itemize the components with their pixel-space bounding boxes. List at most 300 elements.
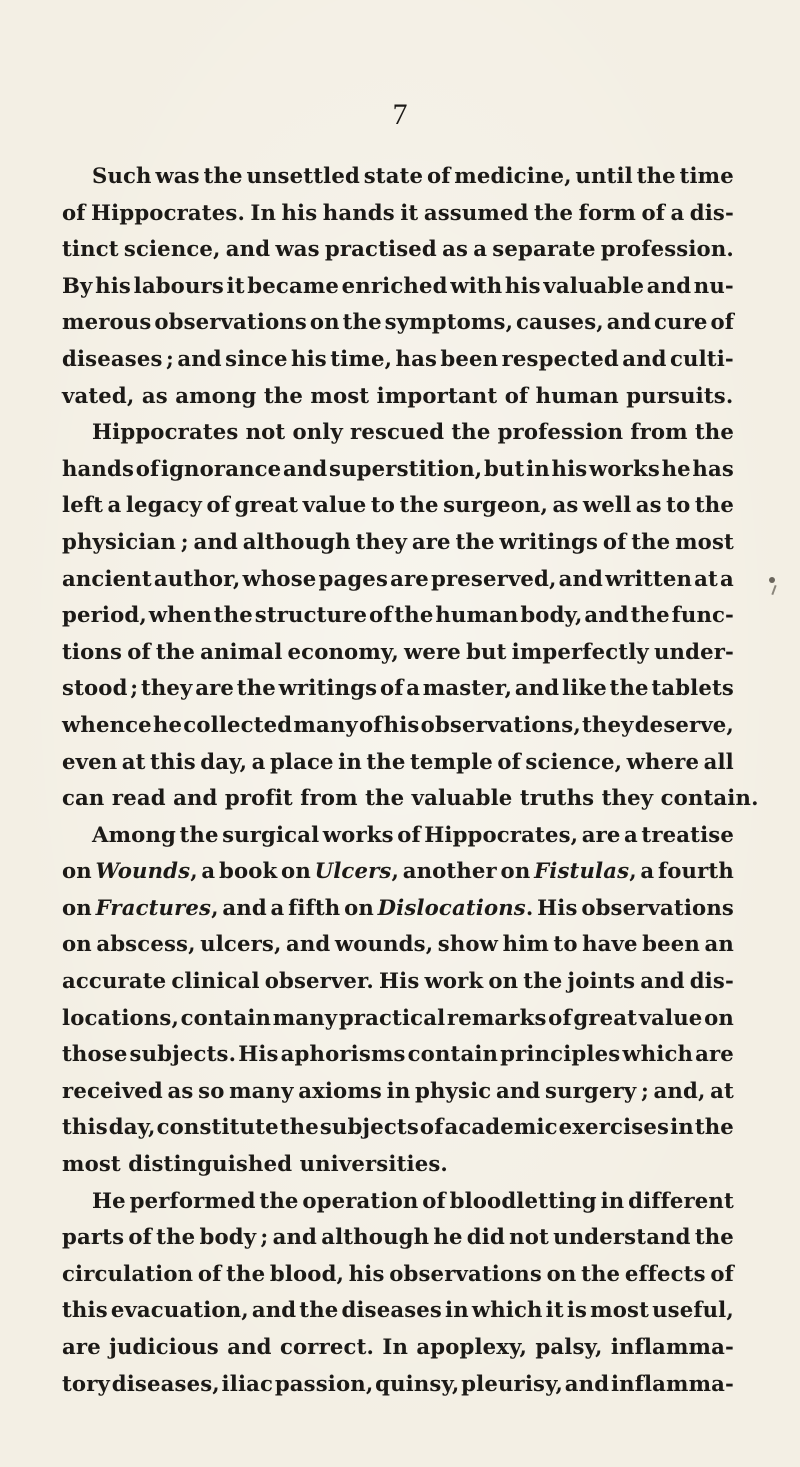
word: correct. bbox=[279, 1334, 375, 1359]
word: and bbox=[193, 528, 238, 554]
word: the bbox=[155, 638, 195, 664]
text-line bbox=[62, 1329, 734, 1366]
text-line bbox=[62, 890, 734, 927]
word: vated, bbox=[62, 382, 135, 408]
word: func- bbox=[671, 602, 734, 628]
word: locations, bbox=[62, 1004, 179, 1030]
word: performed bbox=[129, 1187, 256, 1213]
word: practical bbox=[338, 1004, 446, 1030]
word: only bbox=[292, 419, 343, 445]
word: the bbox=[455, 528, 495, 554]
word: are bbox=[62, 1334, 101, 1359]
word: human bbox=[535, 382, 619, 408]
word: symptoms, bbox=[384, 309, 514, 335]
word: works bbox=[322, 821, 394, 847]
word: axioms bbox=[298, 1077, 382, 1103]
word: of bbox=[419, 1114, 444, 1140]
word: operation bbox=[302, 1187, 419, 1213]
word: a bbox=[473, 236, 488, 262]
word: pages bbox=[318, 565, 389, 591]
word: of bbox=[422, 1187, 446, 1213]
word: observations, bbox=[420, 711, 581, 737]
text-line bbox=[62, 1256, 734, 1293]
word: of bbox=[128, 1224, 152, 1250]
word: preserved, bbox=[431, 565, 557, 591]
text-line bbox=[62, 451, 734, 488]
word: of bbox=[379, 675, 404, 701]
word: profession. bbox=[600, 236, 734, 262]
word: he bbox=[661, 455, 691, 481]
word: dis- bbox=[689, 199, 734, 225]
word: day, bbox=[200, 748, 248, 774]
word: Hippocrates. bbox=[90, 199, 245, 225]
word: Ulcers, bbox=[314, 858, 399, 884]
word: judicious bbox=[109, 1334, 219, 1359]
word: him bbox=[502, 931, 549, 957]
word: on bbox=[62, 931, 92, 957]
word: and bbox=[282, 455, 328, 481]
word: his bbox=[551, 455, 588, 481]
word: the bbox=[399, 492, 439, 518]
word: as bbox=[635, 492, 662, 518]
word: from bbox=[630, 419, 688, 445]
word: have bbox=[582, 931, 638, 957]
word: this bbox=[150, 748, 196, 774]
word: were bbox=[403, 638, 461, 664]
word: remarks bbox=[446, 1004, 547, 1030]
word: many bbox=[272, 1004, 338, 1030]
word: like bbox=[561, 675, 607, 701]
word: a bbox=[406, 675, 421, 701]
word: the bbox=[694, 1114, 734, 1140]
word: science, bbox=[123, 236, 221, 262]
word: time bbox=[679, 163, 734, 188]
word: at bbox=[121, 748, 146, 774]
word: but bbox=[466, 638, 507, 664]
word: at bbox=[694, 565, 718, 591]
word: show bbox=[437, 931, 499, 957]
word: and bbox=[173, 785, 218, 811]
word: a bbox=[107, 492, 122, 518]
word: Fistulas, bbox=[534, 858, 637, 884]
word: ; bbox=[260, 1224, 269, 1250]
word: author, bbox=[153, 565, 241, 591]
text-line bbox=[62, 1146, 734, 1183]
word: the bbox=[523, 968, 563, 994]
word: ulcers, bbox=[200, 931, 282, 957]
word: evacuation, bbox=[110, 1297, 249, 1323]
word: on bbox=[704, 1004, 734, 1030]
word: on bbox=[500, 858, 531, 884]
text-line bbox=[62, 487, 734, 524]
word: his bbox=[504, 272, 541, 298]
word: rescued bbox=[350, 419, 445, 445]
word: accurate bbox=[62, 968, 167, 994]
text-line bbox=[62, 1292, 734, 1329]
text-line bbox=[62, 1219, 734, 1256]
word: Hippocrates bbox=[92, 419, 239, 445]
word: the bbox=[394, 602, 434, 628]
word: dis- bbox=[689, 968, 734, 994]
word: of bbox=[426, 163, 451, 188]
word: can bbox=[62, 785, 105, 811]
word: and, bbox=[653, 1077, 706, 1103]
word: are bbox=[411, 528, 451, 554]
body-text bbox=[62, 158, 759, 1402]
word: important bbox=[376, 382, 498, 408]
word: the bbox=[631, 528, 671, 554]
word: and bbox=[622, 345, 667, 371]
word: as bbox=[167, 1077, 194, 1103]
word: In bbox=[382, 1334, 409, 1359]
word: assumed bbox=[423, 199, 529, 225]
word: body, bbox=[520, 602, 583, 628]
word: he bbox=[433, 1224, 463, 1250]
word: when bbox=[148, 602, 212, 628]
word: works bbox=[589, 455, 660, 481]
word: surgeon, bbox=[443, 492, 548, 518]
word: the bbox=[213, 602, 253, 628]
word: the bbox=[694, 492, 734, 518]
word: tory bbox=[62, 1370, 110, 1396]
word: and bbox=[272, 1224, 318, 1250]
word: fourth bbox=[657, 858, 734, 884]
word: time, bbox=[330, 345, 393, 371]
word: of bbox=[358, 711, 383, 737]
word: of bbox=[135, 455, 160, 481]
word: a bbox=[201, 858, 216, 884]
word: and bbox=[514, 675, 560, 701]
word: Wounds, bbox=[95, 858, 198, 884]
text-line bbox=[62, 524, 734, 561]
text-line bbox=[62, 926, 734, 963]
word: the bbox=[366, 748, 406, 774]
word: not bbox=[245, 419, 286, 445]
word: all bbox=[703, 748, 734, 774]
word: those bbox=[62, 1041, 128, 1067]
word: the bbox=[581, 1260, 621, 1286]
word: been bbox=[642, 931, 700, 957]
word: valuable bbox=[543, 272, 645, 298]
word: cure bbox=[653, 309, 708, 335]
word: it bbox=[400, 199, 419, 225]
word: quinsy, bbox=[375, 1370, 460, 1396]
word: work bbox=[424, 968, 484, 994]
word: are bbox=[695, 1041, 734, 1067]
word: most bbox=[590, 1297, 650, 1323]
word: most bbox=[675, 528, 734, 554]
word: stood bbox=[62, 675, 128, 701]
word: the bbox=[226, 1260, 266, 1286]
word: the bbox=[259, 1187, 299, 1213]
word: left bbox=[62, 492, 104, 518]
word: a bbox=[720, 565, 734, 591]
word: are bbox=[390, 565, 429, 591]
word: a bbox=[640, 858, 655, 884]
word: deserve, bbox=[634, 711, 734, 737]
word: culti- bbox=[669, 345, 734, 371]
text-line bbox=[62, 1183, 734, 1220]
word: since bbox=[225, 345, 288, 371]
word: his bbox=[281, 199, 318, 225]
text-line bbox=[62, 414, 734, 451]
word: they bbox=[355, 528, 408, 554]
word: academic bbox=[444, 1114, 558, 1140]
word: the bbox=[156, 1224, 196, 1250]
word: from bbox=[300, 785, 358, 811]
word: which bbox=[471, 1297, 543, 1323]
word: and bbox=[251, 1297, 297, 1323]
word: to bbox=[370, 492, 396, 518]
word: received bbox=[62, 1077, 163, 1103]
word: contain bbox=[407, 1041, 499, 1067]
word: aphorisms bbox=[280, 1041, 406, 1067]
word: they bbox=[140, 675, 193, 701]
word: clinical bbox=[171, 968, 260, 994]
word: and bbox=[222, 894, 267, 920]
word: another bbox=[402, 858, 497, 884]
word: legacy bbox=[125, 492, 203, 518]
word: profession bbox=[497, 419, 624, 445]
word: in bbox=[670, 1114, 694, 1140]
word: on bbox=[62, 894, 92, 920]
word: read bbox=[111, 785, 166, 811]
word: great bbox=[234, 492, 299, 518]
word: ignorance bbox=[160, 455, 282, 481]
word: and bbox=[606, 309, 652, 335]
text-line bbox=[62, 707, 734, 744]
word: of bbox=[127, 638, 151, 664]
word: and bbox=[225, 236, 271, 262]
word: did bbox=[466, 1224, 505, 1250]
word: his bbox=[291, 345, 327, 371]
word: is bbox=[566, 1297, 588, 1323]
word: diseases bbox=[341, 1297, 442, 1323]
word: was bbox=[155, 163, 200, 188]
word: animal bbox=[200, 638, 283, 664]
word: with bbox=[450, 272, 503, 298]
word: although bbox=[321, 1224, 430, 1250]
word: the bbox=[279, 1114, 319, 1140]
word: writings bbox=[499, 528, 599, 554]
word: value bbox=[302, 492, 367, 518]
word: truths bbox=[519, 785, 595, 811]
word: great bbox=[573, 1004, 638, 1030]
word: inflamma- bbox=[610, 1334, 734, 1359]
word: In bbox=[250, 199, 277, 225]
word: causes, bbox=[516, 309, 604, 335]
word: his bbox=[383, 711, 420, 737]
word: subjects. bbox=[129, 1041, 237, 1067]
text-line bbox=[62, 670, 734, 707]
word: of bbox=[368, 602, 393, 628]
word: enriched bbox=[341, 272, 448, 298]
word: useful, bbox=[652, 1297, 734, 1323]
word: ; bbox=[165, 345, 174, 371]
word: in bbox=[338, 748, 362, 774]
word: his bbox=[348, 1260, 385, 1286]
word: even bbox=[62, 748, 118, 774]
word: the bbox=[630, 602, 670, 628]
word: Hippocrates, bbox=[424, 821, 579, 847]
text-line bbox=[62, 963, 734, 1000]
word: tions bbox=[62, 638, 123, 664]
word: distinguished bbox=[128, 1151, 293, 1177]
word: respected bbox=[501, 345, 619, 371]
word: an bbox=[704, 931, 734, 957]
word: temple bbox=[409, 748, 493, 774]
word: the bbox=[534, 199, 574, 225]
text-line bbox=[62, 1036, 734, 1073]
word: hands bbox=[322, 199, 395, 225]
word: abscess, bbox=[96, 931, 196, 957]
word: effects bbox=[624, 1260, 706, 1286]
text-line bbox=[62, 597, 734, 634]
word: of bbox=[548, 1004, 572, 1030]
text-line bbox=[62, 1073, 734, 1110]
word: on bbox=[309, 309, 340, 335]
word: a bbox=[624, 821, 638, 847]
word: value bbox=[638, 1004, 703, 1030]
text-line bbox=[62, 1109, 734, 1146]
text-line bbox=[62, 1000, 734, 1037]
word: observations bbox=[154, 309, 307, 335]
word: and bbox=[558, 565, 604, 591]
word: human bbox=[435, 602, 519, 628]
word: most bbox=[310, 382, 370, 408]
word: the bbox=[236, 675, 276, 701]
word: observations bbox=[581, 894, 734, 920]
word: on bbox=[344, 894, 374, 920]
word: He bbox=[92, 1187, 126, 1213]
word: many bbox=[293, 711, 358, 737]
word: state bbox=[363, 163, 424, 188]
word: diseases bbox=[62, 345, 163, 371]
word: contain bbox=[180, 1004, 272, 1030]
word: and bbox=[564, 1370, 610, 1396]
word: Fractures, bbox=[95, 894, 219, 920]
word: whence bbox=[62, 711, 152, 737]
word: palsy, bbox=[535, 1334, 603, 1359]
word: they bbox=[601, 785, 654, 811]
word: physic bbox=[415, 1077, 492, 1103]
word: has bbox=[395, 345, 438, 371]
word: of bbox=[497, 748, 521, 774]
word: has bbox=[692, 455, 734, 481]
word: separate bbox=[492, 236, 596, 262]
word: passion, bbox=[274, 1370, 374, 1396]
word: as bbox=[141, 382, 168, 408]
word: collected bbox=[183, 711, 293, 737]
word: under- bbox=[654, 638, 734, 664]
text-line bbox=[62, 158, 734, 195]
word: was bbox=[275, 236, 320, 262]
word: economy, bbox=[287, 638, 399, 664]
word: By bbox=[62, 272, 93, 298]
word: inflamma- bbox=[610, 1370, 734, 1396]
word: in bbox=[600, 1187, 625, 1213]
word: among bbox=[175, 382, 257, 408]
word: physician bbox=[62, 528, 176, 554]
word: apoplexy, bbox=[416, 1334, 528, 1359]
word: ; bbox=[640, 1077, 649, 1103]
word: principles bbox=[500, 1041, 621, 1067]
text-line bbox=[62, 634, 734, 671]
word: writings bbox=[278, 675, 378, 701]
word: of bbox=[641, 199, 665, 225]
word: practised bbox=[324, 236, 437, 262]
word: the bbox=[451, 419, 491, 445]
word: period, bbox=[62, 602, 147, 628]
word: contain. bbox=[660, 785, 759, 811]
word: became bbox=[247, 272, 340, 298]
word: labours bbox=[133, 272, 224, 298]
text-line bbox=[62, 268, 734, 305]
word: of bbox=[710, 309, 734, 335]
word: the bbox=[179, 821, 219, 847]
word: parts bbox=[62, 1224, 125, 1250]
word: the bbox=[263, 382, 303, 408]
word: of bbox=[710, 1260, 734, 1286]
word: are bbox=[195, 675, 235, 701]
word: in bbox=[445, 1297, 469, 1323]
word: on bbox=[488, 968, 519, 994]
word: fifth bbox=[288, 894, 341, 920]
word: at bbox=[710, 1077, 734, 1103]
word: this bbox=[62, 1297, 108, 1323]
word: day, bbox=[108, 1114, 156, 1140]
text-line bbox=[62, 853, 734, 890]
word: understand bbox=[553, 1224, 691, 1250]
word: ; bbox=[180, 528, 189, 554]
word: and bbox=[227, 1334, 272, 1359]
word: the bbox=[365, 785, 405, 811]
word: surgery bbox=[544, 1077, 637, 1103]
page-number: 7 bbox=[392, 98, 408, 131]
word: ; bbox=[130, 675, 139, 701]
word: Among bbox=[92, 821, 176, 847]
page-blemish bbox=[769, 577, 775, 583]
word: body bbox=[199, 1224, 257, 1250]
word: circulation bbox=[62, 1260, 194, 1286]
word: master, bbox=[422, 675, 513, 701]
word: a bbox=[251, 748, 266, 774]
word: a bbox=[270, 894, 285, 920]
word: of bbox=[397, 821, 421, 847]
word: where bbox=[626, 748, 700, 774]
word: not bbox=[509, 1224, 549, 1250]
text-line bbox=[62, 780, 759, 817]
word: and bbox=[640, 968, 685, 994]
word: Dislocations. bbox=[377, 894, 534, 920]
word: and bbox=[584, 602, 629, 628]
word: structure bbox=[254, 602, 368, 628]
word: the bbox=[342, 309, 382, 335]
word: form bbox=[578, 199, 637, 225]
word: written bbox=[605, 565, 693, 591]
word: although bbox=[242, 528, 351, 554]
word: blood, bbox=[269, 1260, 345, 1286]
word: superstition, bbox=[329, 455, 483, 481]
word: tinct bbox=[62, 236, 119, 262]
word: it bbox=[226, 272, 245, 298]
word: the bbox=[694, 419, 734, 445]
word: subjects bbox=[319, 1114, 419, 1140]
word: observations bbox=[389, 1260, 542, 1286]
text-line bbox=[62, 231, 734, 268]
word: place bbox=[269, 748, 334, 774]
text-line bbox=[62, 304, 734, 341]
